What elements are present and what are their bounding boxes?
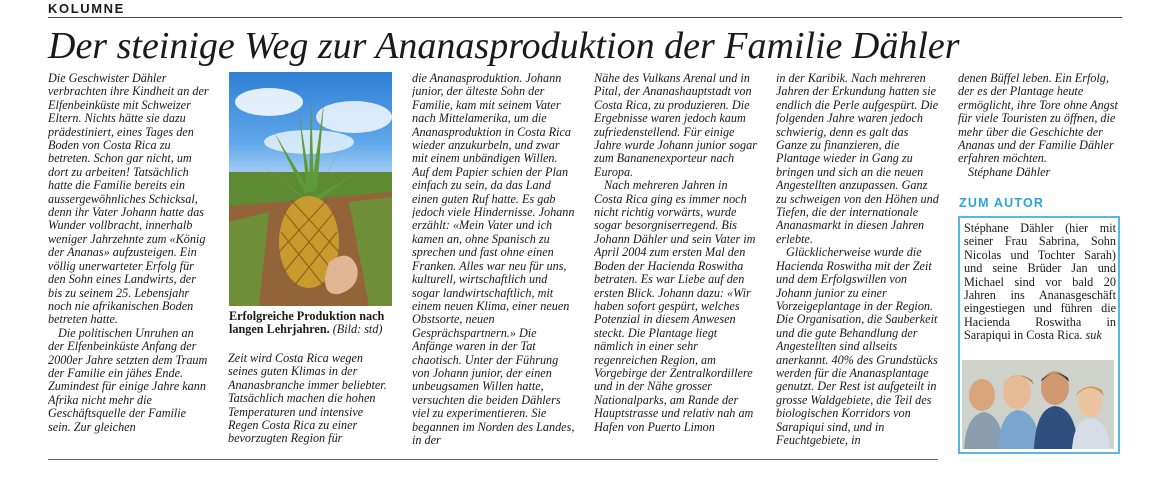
paragraph: Zeit wird Costa Rica wegen seines guten Klimas in der Ananasbranche immer beliebter. Tatsächlich machen die hohen Temperaturen und intensive Regen Costa Rica zu einer bevorzugten Region für (228, 352, 387, 446)
photo-caption (229, 310, 399, 337)
paragraph: Die Geschwister Dähler verbrachten ihre Kindheit an der Elfenbeinküste mit Schweizer Eltern. Nichts hätte sie dazu prädestiniert, eines Tages den Boden von Costa Rica zu betreten. Schon gar nicht, um dort zu arbeiten! Tatsächlich hatte die Familie bereits ein aussergewöhnliches Schicksal, denn ihr Vater Johann hatte das Wunder vollbracht, innerhalb weniger Jahrzehnte zum «König der Ananas» aufzusteigen. Ein völlig unerwarteter Erfolg für den Sohn eines Landwirts, der bis zu seinem 25. Lebensjahr noch nie afrikanischen Boden betreten hatte. (48, 72, 209, 327)
author-box-signature: suk (1085, 328, 1102, 343)
pineapple-photo (229, 72, 392, 306)
text-column-6 (958, 72, 1122, 190)
text-column-5 (776, 72, 940, 448)
author-signature: Stéphane Dähler (968, 164, 1051, 179)
author-bio-text: Stéphane Dähler (hier mit seiner Frau Sabrina, Sohn Nicolas und Tochter Sarah) und seine Brüder Jan und Michael sind vor bald 20 Jahren ins Ananasgeschäft eingestiegen und führen die Hacienda Roswitha in Sarapiqui in Costa Rica. (964, 221, 1116, 343)
text-column-2 (228, 352, 392, 448)
paragraph: denen Büffel leben. Ein Erfolg, der es der Plantage heute ermöglicht, ihre Tore ohne Angst für viele Touristen zu öffnen, die mehr über die Geschichte der Ananas und der Familie Dähler erfahren möchten. (958, 72, 1118, 166)
family-photo (962, 360, 1114, 449)
paragraph: Glücklicherweise wurde die Hacienda Roswitha mit der Zeit und dem Erfolgswillen von Johann junior zu einer Vorzeigeplantage in der Region. Die Organisation, die Sauberkeit und die gute Behandlung der Angestellten sind allseits anerkannt. 40% des Grundstücks werden für die Ananasplantage genutzt. Der Rest ist aufgeteilt in grosse Waldgebiete, die Teil des biologischen Korridors von Sarapiqui sind, und in Feuchtgebiete, in (776, 245, 938, 447)
caption-text: Erfolgreiche Produktion nach langen Lehrjahren. (229, 309, 385, 337)
paragraph: Die politischen Unruhen an der Elfenbeinküste Anfang der 2000er Jahre setzten dem Traum der Familie ein jähes Ende. Zumindest für einige Jahre kann Afrika nicht mehr die Geschäftsquelle der Familie sein. Zur gleichen (48, 325, 208, 434)
author-bio (964, 222, 1116, 343)
section-kicker: KOLUMNE (48, 1, 125, 16)
paragraph: Nach mehreren Jahren in Costa Rica ging es immer noch nicht richtig vorwärts, wurde sogar besorgniserregend. Bis Johann Dähler und sein Vater im April 2004 zum ersten Mal den Boden der Hacienda Roswitha betraten. Es war Liebe auf den ersten Blick. Johann dazu: «Wir haben sofort gespürt, welches Potenzial in diesem Anwesen steckt. Die Plantage liegt nämlich in einer sehr regenreichen Region, am Vorgebirge der Zentralkordillere und in der Nähe grosser Nationalparks, am Rande der Hauptstrasse und relativ nah am Hafen von Puerto Limon (594, 178, 756, 434)
caption-credit: (Bild: std) (332, 322, 383, 337)
bottom-rule (48, 459, 938, 460)
text-column-3 (412, 72, 576, 448)
article-headline: Der steinige Weg zur Ananasproduktion der Familie Dähler (48, 25, 960, 67)
paragraph: die Ananasproduktion. Johann junior, der älteste Sohn der Familie, kam mit seinem Vater nach Mittelamerika, um die Ananasproduktion in Costa Rica wieder anzukurbeln, und zwar mit einem unbändigen Willen. Auf dem Papier schien der Plan einfach zu sein, da das Land einen guten Ruf hatte. Es gab jedoch viele Hindernisse. Johann erzählt: «Mein Vater und ich kamen an, ohne Spanisch zu sprechen und fast ohne einen Franken. Alles war neu für uns, kulturell, wirtschaftlich und sogar landwirtschaftlich, mit einem neuen Klima, einer neuen Obstsorte, neuen Gesprächspartnern.» Die Anfänge waren in der Tat chaotisch. Unter der Führung von Johann junior, der einen unbeugsamen Willen hatte, versuchten die beiden Dählers viel zu experimentieren. Sie begannen im Norden des Landes, in der (412, 72, 575, 447)
top-rule (48, 17, 1122, 18)
author-box-title: ZUM AUTOR (959, 196, 1045, 210)
paragraph: Nähe des Vulkans Arenal und in Pital, der Ananashauptstadt von Costa Rica, zu produzieren. Die Ergebnisse waren jedoch kaum zufriedenstellend. Für einige Jahre wurde Johann junior sogar zum Bananenexporteur nach Europa. (594, 72, 757, 179)
paragraph: in der Karibik. Nach mehreren Jahren der Erkundung hatten sie endlich die Perle aufgespürt. Die folgenden Jahre waren jedoch schwierig, denn es galt das Ganze zu finanzieren, die Plantage wieder in Gang zu bringen und sich an die neuen Angestellten anzupassen. Ganz zu schweigen von den Höhen und Tiefen, die der internationale Ananasmarkt in diesen Jahren erlebte. (776, 72, 939, 246)
text-column-1 (48, 72, 211, 448)
text-column-4 (594, 72, 758, 448)
